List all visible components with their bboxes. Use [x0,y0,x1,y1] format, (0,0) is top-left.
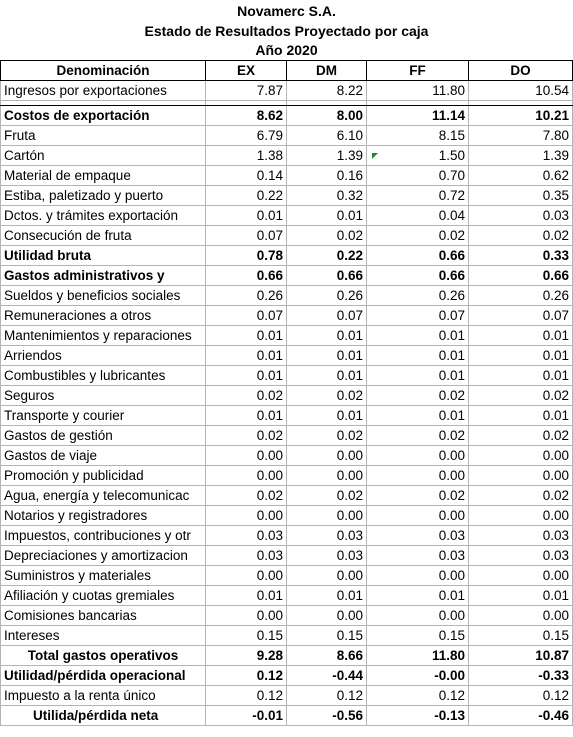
row-label[interactable]: Impuestos, contribuciones y otr [1,526,206,546]
cell-value[interactable]: 0.07 [287,306,367,326]
cell-value[interactable]: 0.02 [206,426,287,446]
cell-value[interactable]: 8.66 [287,646,367,666]
cell-value[interactable]: 0.26 [287,286,367,306]
row-label[interactable]: Ingresos por exportaciones [1,81,206,101]
column-header[interactable]: DO [469,61,573,81]
cell-value[interactable]: -0.33 [469,666,573,686]
cell-value[interactable]: 0.02 [287,486,367,506]
cell-value[interactable]: 0.07 [206,306,287,326]
cell-value[interactable]: 0.00 [469,606,573,626]
row-label[interactable]: Comisiones bancarias [1,606,206,626]
table-row [1,246,573,266]
cell-value[interactable]: 0.03 [469,526,573,546]
row-label[interactable]: Afiliación y cuotas gremiales [1,586,206,606]
cell-value[interactable]: 0.15 [469,626,573,646]
row-label[interactable]: Utilidad/pérdida operacional [1,666,206,686]
cell-value[interactable]: 0.00 [206,606,287,626]
cell-value[interactable]: 0.01 [287,206,367,226]
cell-value[interactable]: 10.54 [469,81,573,101]
row-label[interactable]: Fruta [1,126,206,146]
cell-value[interactable]: 8.62 [206,106,287,126]
cell-value[interactable]: -0.44 [287,666,367,686]
cell-value[interactable]: 0.26 [367,286,469,306]
cell-value[interactable]: 0.66 [206,266,287,286]
cell-value[interactable]: 0.00 [367,506,469,526]
cell-value[interactable]: -0.46 [469,706,573,726]
cell-value[interactable]: 0.01 [206,586,287,606]
table-row [1,666,573,686]
cell-value[interactable]: 0.01 [287,406,367,426]
row-label[interactable]: Remuneraciones a otros [1,306,206,326]
cell-value[interactable]: 0.12 [206,686,287,706]
cell-value[interactable]: 11.14 [367,106,469,126]
cell-value[interactable]: 0.03 [367,526,469,546]
row-label[interactable]: Suministros y materiales [1,566,206,586]
cell-value[interactable]: 0.02 [206,486,287,506]
cell-value[interactable]: 7.87 [206,81,287,101]
cell-value[interactable]: 0.00 [469,506,573,526]
row-label[interactable]: Utilida/pérdida neta [1,706,206,726]
report-title: Estado de Resultados Proyectado por caja [144,23,429,39]
cell-value[interactable]: 0.02 [287,386,367,406]
table-row [1,526,573,546]
table-row [1,426,573,446]
cell-value[interactable]: 0.02 [367,486,469,506]
cell-value[interactable]: 0.01 [367,326,469,346]
cell-value[interactable]: 0.01 [367,586,469,606]
cell-value[interactable]: 11.80 [367,81,469,101]
table-header-row [1,61,573,81]
table-row [1,466,573,486]
cell-value[interactable]: 0.01 [206,206,287,226]
row-label[interactable]: Utilidad bruta [1,246,206,266]
column-header[interactable]: FF [367,61,469,81]
cell-value[interactable]: 0.02 [469,486,573,506]
cell-value[interactable]: 0.02 [469,226,573,246]
cell-value[interactable]: 0.00 [206,466,287,486]
report-header [0,0,573,60]
cell-value[interactable]: 0.01 [469,366,573,386]
cell-value[interactable]: 0.00 [287,466,367,486]
cell-value[interactable]: 0.02 [287,226,367,246]
row-label[interactable]: Mantenimientos y reparaciones [1,326,206,346]
table-row [1,686,573,706]
cell-value[interactable]: 0.26 [206,286,287,306]
cell-value[interactable]: 0.01 [206,326,287,346]
cell-value[interactable]: 0.03 [469,546,573,566]
cell-value[interactable]: 0.01 [206,346,287,366]
cell-value[interactable]: 0.00 [469,566,573,586]
row-label[interactable]: Combustibles y lubricantes [1,366,206,386]
cell-value[interactable]: 0.03 [206,546,287,566]
table-row [1,306,573,326]
row-label[interactable]: Material de empaque [1,166,206,186]
cell-value[interactable]: 0.22 [206,186,287,206]
cell-value[interactable]: 6.10 [287,126,367,146]
cell-value[interactable]: 0.16 [287,166,367,186]
cell-value[interactable]: 0.12 [206,666,287,686]
cell-value[interactable]: 0.01 [287,366,367,386]
table-row [1,286,573,306]
cell-value[interactable]: 0.02 [469,386,573,406]
row-label[interactable]: Consecución de fruta [1,226,206,246]
table-row [1,206,573,226]
cell-value[interactable]: 0.00 [469,446,573,466]
cell-value[interactable]: 0.03 [287,546,367,566]
table-row [1,486,573,506]
cell-value[interactable]: 0.07 [469,306,573,326]
cell-value[interactable]: 10.87 [469,646,573,666]
cell-value[interactable]: 0.01 [367,346,469,366]
table-row [1,446,573,466]
cell-value[interactable]: 0.03 [469,206,573,226]
row-label[interactable]: Gastos de viaje [1,446,206,466]
cell-value[interactable]: 8.00 [287,106,367,126]
table-row [1,266,573,286]
row-label[interactable]: Arriendos [1,346,206,366]
cell-value[interactable]: 0.12 [469,686,573,706]
cell-value[interactable]: 0.78 [206,246,287,266]
table-row [1,226,573,246]
row-label[interactable]: Intereses [1,626,206,646]
table-row [1,386,573,406]
row-label[interactable]: Cartón [1,146,206,166]
cell-value[interactable]: 8.15 [367,126,469,146]
cell-value[interactable]: 0.03 [287,526,367,546]
cell-value[interactable]: 0.02 [287,426,367,446]
cell-value[interactable]: 1.38 [206,146,287,166]
cell-value[interactable]: 0.32 [287,186,367,206]
row-label[interactable]: Gastos de gestión [1,426,206,446]
row-label[interactable]: Costos de exportación [1,106,206,126]
table-row [1,606,573,626]
cell-value[interactable]: 0.14 [206,166,287,186]
cell-value[interactable]: 0.15 [206,626,287,646]
cell-value[interactable]: 6.79 [206,126,287,146]
cell-value[interactable]: 0.66 [367,266,469,286]
table-row [1,346,573,366]
cell-value[interactable]: 1.50 [367,146,469,166]
row-label[interactable]: Total gastos operativos [1,646,206,666]
cell-value[interactable]: 0.66 [469,266,573,286]
cell-value[interactable]: 0.00 [287,566,367,586]
cell-value[interactable]: -0.00 [367,666,469,686]
cell-value[interactable]: 0.01 [367,366,469,386]
cell-value[interactable]: 0.00 [206,566,287,586]
table-row [1,706,573,726]
table-row [1,106,573,126]
cell-value[interactable]: 0.35 [469,186,573,206]
report-year: Año 2020 [255,42,318,58]
cell-value[interactable]: 0.72 [367,186,469,206]
row-label[interactable]: Depreciaciones y amortizacion [1,546,206,566]
cell-value[interactable]: 0.22 [287,246,367,266]
row-label[interactable]: Impuesto a la renta único [1,686,206,706]
cell-value[interactable]: 0.03 [367,546,469,566]
table-row [1,166,573,186]
row-label[interactable]: Promoción y publicidad [1,466,206,486]
cell-value[interactable]: 0.00 [367,466,469,486]
cell-value[interactable]: 8.22 [287,81,367,101]
cell-value[interactable]: 0.00 [367,446,469,466]
table-row [1,646,573,666]
cell-value[interactable]: 0.01 [367,406,469,426]
row-label[interactable]: Dctos. y trámites exportación [1,206,206,226]
cell-value[interactable]: 0.07 [367,306,469,326]
cell-value[interactable]: 0.02 [367,386,469,406]
cell-value[interactable]: 0.00 [367,606,469,626]
cell-value[interactable]: 0.02 [206,386,287,406]
table-row [1,566,573,586]
cell-value[interactable]: -0.56 [287,706,367,726]
cell-value[interactable]: -0.13 [367,706,469,726]
cell-value[interactable]: 0.00 [367,566,469,586]
cell-value[interactable]: 0.02 [367,226,469,246]
cell-value[interactable]: 0.15 [287,626,367,646]
row-label[interactable]: Seguros [1,386,206,406]
row-label[interactable]: Notarios y registradores [1,506,206,526]
cell-value[interactable]: 0.66 [287,266,367,286]
table-row [1,506,573,526]
cell-value[interactable]: 0.33 [469,246,573,266]
column-header[interactable]: Denominación [1,61,206,81]
table-row [1,186,573,206]
row-label[interactable]: Transporte y courier [1,406,206,426]
company-name: Novamerc S.A. [237,3,336,19]
cell-value[interactable]: 0.26 [469,286,573,306]
cell-value[interactable]: 0.12 [287,686,367,706]
cell-value[interactable]: 11.80 [367,646,469,666]
row-label[interactable]: Sueldos y beneficios sociales [1,286,206,306]
cell-value[interactable]: 0.01 [469,346,573,366]
cell-value[interactable]: 0.01 [469,406,573,426]
table-row [1,586,573,606]
cell-value[interactable]: 10.21 [469,106,573,126]
table-row [1,546,573,566]
income-statement-table [0,60,573,726]
cell-value[interactable]: 0.62 [469,166,573,186]
cell-value[interactable]: 0.66 [367,246,469,266]
cell-value[interactable]: 0.01 [206,366,287,386]
column-header[interactable]: EX [206,61,287,81]
cell-value[interactable]: 9.28 [206,646,287,666]
cell-value[interactable]: 0.00 [287,446,367,466]
cell-value[interactable]: 0.02 [367,426,469,446]
table-row [1,81,573,101]
cell-value[interactable]: -0.01 [206,706,287,726]
cell-value[interactable]: 0.03 [206,526,287,546]
row-label[interactable]: Gastos administrativos y [1,266,206,286]
cell-value[interactable]: 0.15 [367,626,469,646]
cell-value[interactable]: 0.01 [287,346,367,366]
table-row [1,406,573,426]
cell-value[interactable]: 0.00 [287,606,367,626]
table-row [1,126,573,146]
row-label[interactable]: Estiba, paletizado y puerto [1,186,206,206]
cell-value[interactable]: 0.01 [469,586,573,606]
cell-value[interactable]: 0.00 [469,466,573,486]
column-header[interactable]: DM [287,61,367,81]
cell-value[interactable]: 0.01 [469,326,573,346]
cell-value[interactable]: 1.39 [287,146,367,166]
table-row [1,326,573,346]
cell-value[interactable]: 0.00 [206,446,287,466]
comment-indicator-icon[interactable] [372,153,378,159]
cell-value[interactable]: 0.01 [287,586,367,606]
table-row [1,146,573,166]
cell-value[interactable]: 0.01 [206,406,287,426]
table-row [1,626,573,646]
cell-value[interactable]: 0.00 [287,506,367,526]
cell-value[interactable]: 0.00 [206,506,287,526]
cell-value[interactable]: 0.70 [367,166,469,186]
cell-value[interactable]: 0.02 [469,426,573,446]
cell-value[interactable]: 0.01 [287,326,367,346]
cell-value[interactable]: 0.07 [206,226,287,246]
cell-value[interactable]: 0.04 [367,206,469,226]
cell-value[interactable]: 7.80 [469,126,573,146]
cell-value[interactable]: 0.12 [367,686,469,706]
row-label[interactable]: Agua, energía y telecomunicac [1,486,206,506]
table-row [1,366,573,386]
cell-value[interactable]: 1.39 [469,146,573,166]
